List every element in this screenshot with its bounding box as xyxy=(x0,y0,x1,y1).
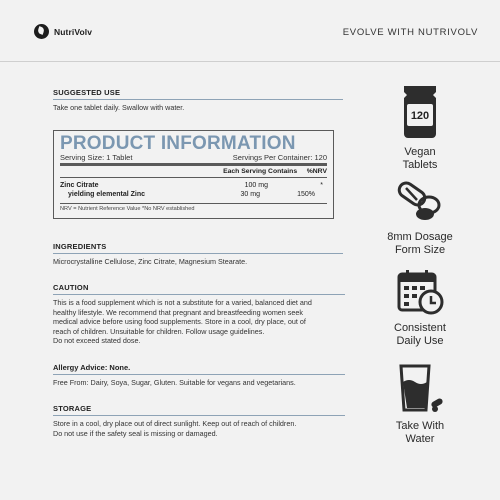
section-text xyxy=(53,298,345,346)
feature-vegan-tablets xyxy=(372,84,468,172)
text-line: Do not use if the safety seal is missing or damaged. xyxy=(53,428,218,438)
text-line: Do not exceed stated dose. xyxy=(53,336,141,346)
servings-per-container: Servings Per Container: 120 xyxy=(232,153,327,162)
nutrient-nrv: 150% xyxy=(297,191,315,198)
panel-footnote: NRV = Nutrient Reference Value *No NRV established xyxy=(60,203,327,212)
storage-section xyxy=(53,404,345,438)
section-title: STORAGE xyxy=(53,404,345,416)
ingredients-section xyxy=(53,242,343,267)
nutrient-amount: 100 mg xyxy=(244,182,268,189)
brand-name: NutriVolv xyxy=(54,26,93,37)
feature-label-line: Water xyxy=(405,433,435,445)
nutrient-name: yielding elemental Zinc xyxy=(68,191,146,198)
feature-label-line: Form Size xyxy=(394,244,446,256)
pills-icon xyxy=(395,181,445,223)
product-information-panel xyxy=(53,130,334,219)
nutrient-amount: 30 mg xyxy=(240,191,260,198)
section-text: Microcrystalline Cellulose, Zinc Citrate, Magnesium Stearate. xyxy=(53,257,248,266)
calendar-clock-icon xyxy=(395,268,445,316)
col-each-serving: Each Serving Contains xyxy=(223,168,298,175)
feature-label xyxy=(372,322,468,348)
feature-label xyxy=(372,231,468,257)
pouch-icon xyxy=(398,84,442,140)
feature-label xyxy=(372,420,468,446)
text-line: medical advice before using food supplements. Store in a cool, dry place, out of xyxy=(53,317,306,327)
section-title: INGREDIENTS xyxy=(53,242,343,254)
nutrient-nrv: * xyxy=(320,182,323,189)
feature-label-line: 8mm Dosage xyxy=(387,231,453,243)
header xyxy=(0,0,500,62)
feature-label-line: Vegan xyxy=(404,146,436,158)
section-title: CAUTION xyxy=(53,283,345,295)
serving-size: Serving Size: 1 Tablet xyxy=(60,153,133,162)
panel-title: PRODUCT INFORMATION xyxy=(60,133,296,154)
section-text: Take one tablet daily. Swallow with water. xyxy=(53,103,185,112)
section-title: SUGGESTED USE xyxy=(53,88,343,100)
feature-label-line: Tablets xyxy=(402,159,438,171)
feature-label-line: Consistent xyxy=(394,322,446,334)
feature-daily-use xyxy=(372,268,468,348)
leaf-logo-icon xyxy=(34,24,49,39)
tagline: EVOLVE WITH NUTRIVOLV xyxy=(342,27,478,38)
glass-water-icon xyxy=(393,362,447,414)
feature-take-with-water xyxy=(372,362,468,446)
text-line: This is a food supplement which is not a substitute for a varied, balanced diet and xyxy=(53,298,312,307)
feature-label xyxy=(372,146,468,172)
header-divider xyxy=(0,61,500,62)
feature-label-line: Daily Use xyxy=(396,335,444,347)
section-title: Allergy Advice: None. xyxy=(53,363,345,375)
pouch-badge: 120 xyxy=(410,110,430,122)
table-row xyxy=(60,181,327,190)
text-line: reach of children. Unsuitable for children. Follow usage guidelines. xyxy=(53,326,265,336)
caution-section xyxy=(53,283,345,346)
feature-dosage-size xyxy=(372,181,468,257)
section-text xyxy=(53,419,345,438)
serving-info xyxy=(60,153,327,166)
nutrient-name: Zinc Citrate xyxy=(60,182,99,189)
text-line: Store in a cool, dry place out of direct sunlight. Keep out of reach of children. xyxy=(53,419,297,428)
brand-logo[interactable] xyxy=(34,24,92,39)
col-nrv: %NRV xyxy=(306,168,327,175)
allergy-section xyxy=(53,363,345,388)
feature-label-line: Take With xyxy=(395,420,445,432)
section-text: Free From: Dairy, Soya, Sugar, Gluten. Suitable for vegans and vegetarians. xyxy=(53,378,296,387)
panel-header-row xyxy=(60,168,327,178)
text-line: healthy lifestyle. We recommend that pregnant and breastfeeding women seek xyxy=(53,307,303,317)
suggested-use-section xyxy=(53,88,343,113)
table-row xyxy=(60,190,327,199)
